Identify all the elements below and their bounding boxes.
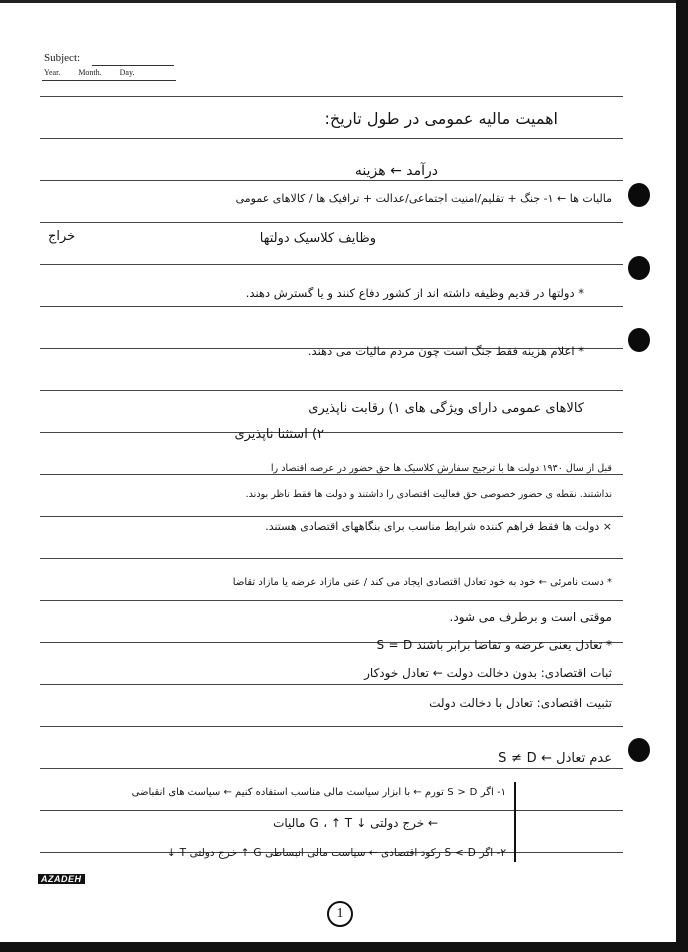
text-line: * تعادل یعنی عرضه و تقاضا برابر باشند S = D: [376, 638, 612, 652]
year-label: Year.: [44, 68, 61, 77]
page-number: 1: [327, 901, 353, 927]
text-line: قبل از سال ۱۹۳۰ دولت ها با ترجیح سفارش کلاسیک ها حق حضور در عرصه اقتصاد را: [270, 463, 612, 474]
ruled-line: [40, 516, 623, 517]
text-line: نداشتند. نقطه ی حضور خصوصی حق فعالیت اقتصادی را داشتند و دولت ها فقط ناظر بودند.: [245, 489, 612, 500]
ruled-line: [40, 138, 623, 139]
punch-hole: [628, 256, 650, 280]
day-label: Day.: [119, 68, 135, 77]
heading-line: اهمیت مالیه عمومی در طول تاریخ:: [324, 109, 558, 128]
scan-top-edge: [0, 0, 688, 3]
ruled-line: [40, 810, 623, 811]
ruled-line: [40, 180, 623, 181]
date-row: [44, 68, 134, 77]
text-line: * اعلام هزینه فقط جنگ است چون مردم مالیات می دهند.: [307, 344, 584, 358]
text-line: * دست نامرئی ← خود به خود تعادل اقتصادی ایجاد می کند / عنی مازاد عرضه یا مازاد تقاضا: [232, 577, 612, 588]
text-line: ۲) استثنا ناپذیری: [234, 427, 324, 442]
subject-underline: [92, 65, 174, 66]
text-line: تثبیت اقتصادی: تعادل با دخالت دولت: [429, 696, 612, 710]
text-line: مالیات ها ← ۱- جنگ + تقلیم/امنیت اجتماعی/عدالت + ترافیک ها / کالاهای عمومی: [235, 192, 612, 205]
ruled-line: [40, 432, 623, 433]
text-line: درآمد ← هزینه: [354, 163, 438, 179]
date-underline: [42, 80, 176, 81]
ruled-line: [40, 306, 623, 307]
punch-hole: [628, 738, 650, 762]
text-line: ۱- اگر S > D تورم ← با ابزار سیاست مالی مناسب استفاده کنیم ← سیاست های انقباضی: [131, 787, 506, 798]
ruled-line: [40, 684, 623, 685]
punch-hole: [628, 183, 650, 207]
text-line: خراج: [48, 229, 76, 244]
scan-right-edge: [676, 0, 688, 952]
text-line: ← خرج دولتی ↓ G ، ↑ T مالیات: [273, 816, 438, 830]
ruled-line: [40, 600, 623, 601]
text-line: * دولتها در قدیم وظیفه داشته اند از کشور دفاع کنند و یا گسترش دهند.: [245, 286, 584, 300]
subject-label: Subject:: [44, 52, 81, 64]
scan-bottom-edge: [0, 942, 688, 952]
punch-hole: [628, 328, 650, 352]
ruled-line: [40, 222, 623, 223]
brace-mark: [514, 782, 526, 862]
month-label: Month.: [78, 68, 102, 77]
text-line: × دولت ها فقط فراهم کننده شرایط مناسب برای بنگاههای اقتصادی هستند.: [265, 520, 612, 533]
ruled-line: [40, 558, 623, 559]
ruled-line: [40, 726, 623, 727]
text-line: کالاهای عمومی دارای ویژگی های ۱) رقابت ناپذیری: [308, 401, 584, 416]
ruled-line: [40, 264, 623, 265]
text-line: وظایف کلاسیک دولتها: [259, 231, 376, 246]
text-line: عدم تعادل ← S ≠ D: [498, 751, 612, 766]
ruled-line: [40, 768, 623, 769]
ruled-line: [40, 390, 623, 391]
text-line: ثبات اقتصادی: بدون دخالت دولت ← تعادل خودکار: [364, 666, 612, 680]
notebook-brand-logo: AZADEH: [38, 874, 85, 884]
text-line: موقتی است و برطرف می شود.: [449, 610, 612, 624]
ruled-line: [40, 96, 623, 97]
text-line: ۲- اگر S < D رکود اقتصادی ← سیاست مالی انبساطی G ↑ خرج دولتی T ↓: [166, 847, 506, 859]
